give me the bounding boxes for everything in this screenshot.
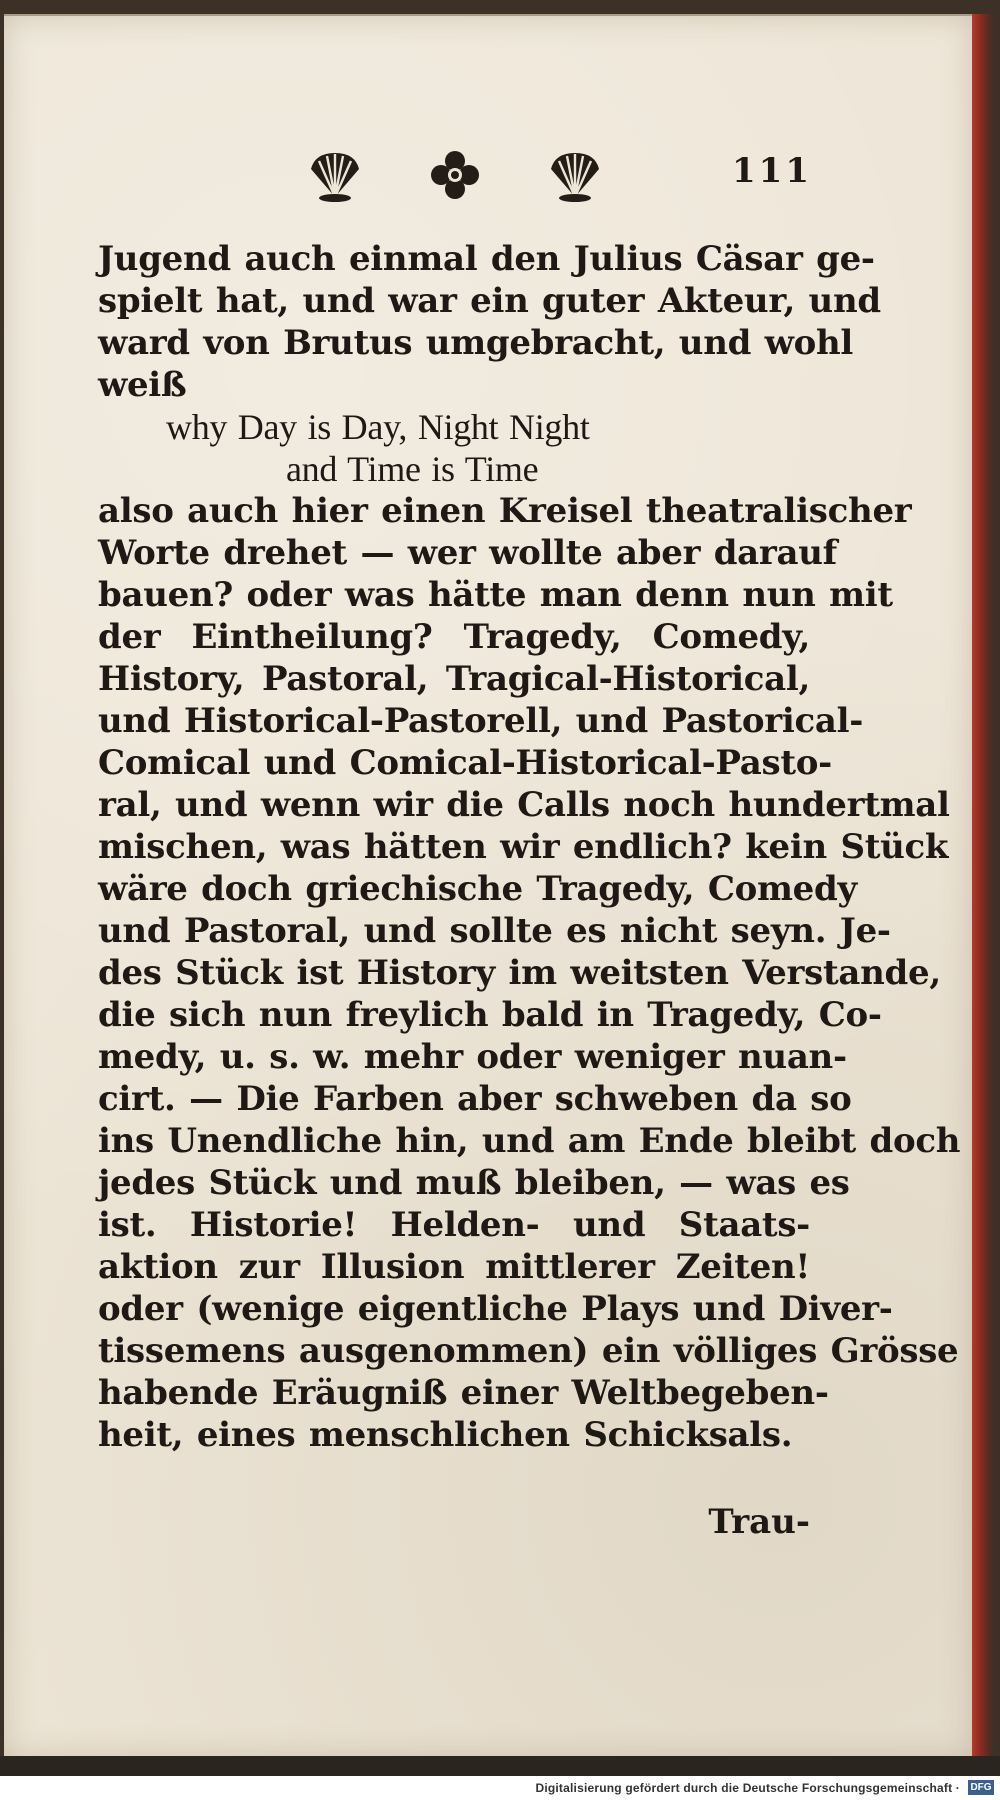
text-line: ins Unendliche hin, und am Ende bleibt doch [98,1121,961,1161]
page-number: 111 [732,151,812,191]
body-text [98,238,961,1456]
footer-credit: Digitalisierung gefördert durch die Deutsche Forschungsgemeinschaft · [535,1781,960,1795]
shell-ornament-icon [305,147,365,203]
page-edge [972,14,994,1756]
text-line: weiß [98,365,187,405]
rosette-ornament-icon [425,147,485,203]
text-line: aktion zur Illusion mittlerer Zeiten! [98,1247,810,1287]
text-line: ral, und wenn wir die Calls noch hundertmal [98,785,950,825]
text-line: mischen, was hätten wir endlich? kein Stück [98,827,949,867]
text-line: ist. Historie! Helden- und Staats- [98,1205,810,1245]
quote-line: why Day is Day, Night Night [166,407,590,447]
text-line: die sich nun freylich bald in Tragedy, Co- [98,995,882,1035]
quote-line: and Time is Time [286,449,539,489]
text-line: und Historical-Pastorell, und Pastorical- [98,701,864,741]
text-line: History, Pastoral, Tragical-Historical, [98,659,810,699]
text-line: oder (wenige eigentliche Plays und Diver- [98,1289,893,1329]
text-line: heit, eines menschlichen Schicksals. [98,1415,793,1455]
text-line: des Stück ist History im weitsten Verstande, [98,953,941,993]
header-ornaments [305,147,605,207]
text-line: cirt. — Die Farben aber schweben da so [98,1079,852,1119]
text-line: spielt hat, und war ein guter Akteur, und [98,281,881,321]
catchword: Trau- [708,1502,810,1542]
text-line: ward von Brutus umgebracht, und wohl [98,323,854,363]
scan-bottom-band [0,1756,1000,1776]
text-line: habende Eräugniß einer Weltbegeben- [98,1373,829,1413]
text-line: Jugend auch einmal den Julius Cäsar ge- [98,239,875,279]
text-line: wäre doch griechische Tragedy, Comedy [98,869,857,909]
text-line: jedes Stück und muß bleiben, — was es [98,1163,850,1203]
text-line: bauen? oder was hätte man denn nun mit [98,575,893,615]
text-line: also auch hier einen Kreisel theatralischer [98,491,912,531]
text-line: und Pastoral, und sollte es nicht seyn. Je- [98,911,891,951]
text-line: tissemens ausgenommen) ein völliges Grösse [98,1331,959,1371]
text-line: Comical und Comical-Historical-Pasto- [98,743,832,783]
shell-ornament-icon [545,147,605,203]
text-line: der Eintheilung? Tragedy, Comedy, [98,617,810,657]
dfg-logo-icon: DFG [968,1780,994,1795]
text-line: Worte drehet — wer wollte aber darauf [98,533,838,573]
text-line: medy, u. s. w. mehr oder weniger nuan- [98,1037,847,1077]
